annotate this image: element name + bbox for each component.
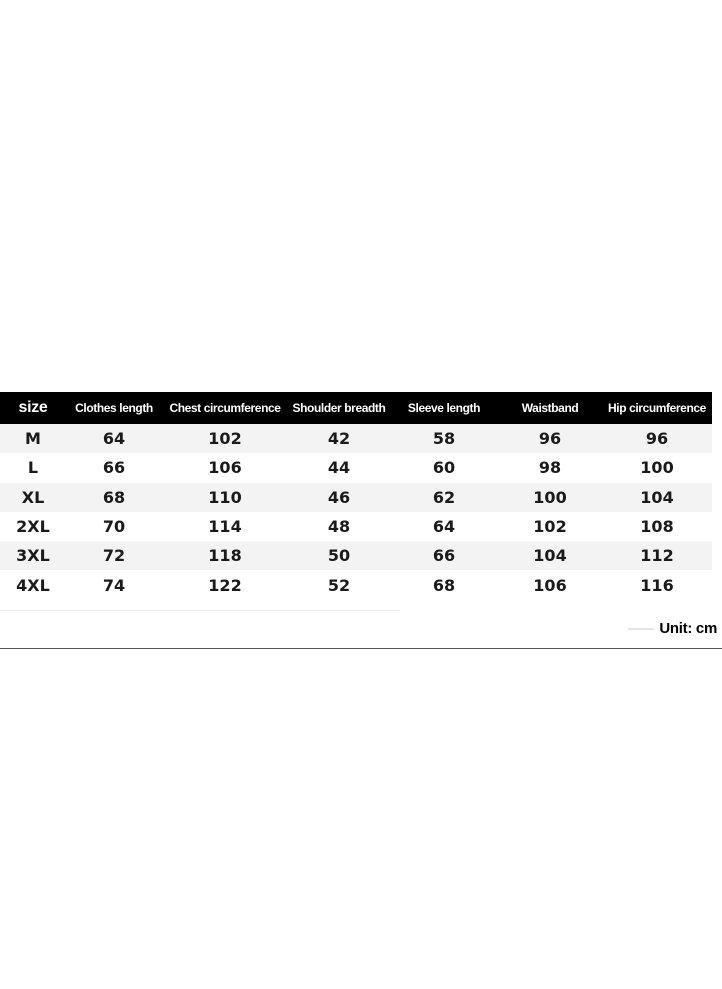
- clothes-length-cell: 68: [102, 487, 126, 507]
- chest-circumference-cell: 114: [208, 517, 242, 537]
- sleeve-length-cell: 64: [432, 517, 456, 537]
- unit-label: Unit: cm: [659, 620, 717, 637]
- clothes-length-cell: 70: [102, 517, 126, 537]
- hip-circumference-cell: 108: [640, 517, 674, 537]
- table-row: [0, 541, 712, 570]
- shoulder-breadth-cell: 44: [327, 458, 351, 478]
- table-bottom-rule: [0, 610, 400, 611]
- sleeve-length-cell: 68: [432, 575, 456, 595]
- waistband-cell: 96: [538, 429, 562, 449]
- waistband-cell: 104: [533, 546, 567, 566]
- table-row: [0, 512, 712, 541]
- header-waistband: Waistband: [521, 401, 579, 415]
- clothes-length-cell: 74: [102, 575, 126, 595]
- chest-circumference-cell: 106: [208, 458, 242, 478]
- clothes-length-cell: 72: [102, 546, 126, 566]
- sleeve-length-cell: 58: [432, 429, 456, 449]
- table-header-row: [0, 392, 712, 424]
- header-sleeve-length: Sleeve length: [407, 401, 481, 415]
- size-cell: XL: [21, 487, 45, 507]
- header-hip-circumference: Hip circumference: [608, 401, 706, 415]
- waistband-cell: 98: [538, 458, 562, 478]
- hip-circumference-cell: 104: [640, 487, 674, 507]
- header-shoulder-breadth: Shoulder breadth: [292, 401, 386, 415]
- size-cell: M: [25, 429, 41, 449]
- waistband-cell: 100: [533, 487, 567, 507]
- chest-circumference-cell: 118: [208, 546, 242, 566]
- chest-circumference-cell: 102: [208, 429, 242, 449]
- chest-circumference-cell: 122: [208, 575, 242, 595]
- table-row: [0, 453, 712, 482]
- sleeve-length-cell: 60: [432, 458, 456, 478]
- sleeve-length-cell: 62: [432, 487, 456, 507]
- sleeve-length-cell: 66: [432, 546, 456, 566]
- hip-circumference-cell: 116: [640, 575, 674, 595]
- shoulder-breadth-cell: 50: [327, 546, 351, 566]
- size-chart-table: [0, 392, 712, 600]
- divider-line: [0, 648, 722, 649]
- header-size: size: [18, 399, 48, 416]
- size-cell: 3XL: [16, 546, 50, 566]
- clothes-length-cell: 66: [102, 458, 126, 478]
- hip-circumference-cell: 96: [645, 429, 669, 449]
- hip-circumference-cell: 100: [640, 458, 674, 478]
- size-cell: L: [27, 458, 39, 478]
- shoulder-breadth-cell: 52: [327, 575, 351, 595]
- shoulder-breadth-cell: 46: [327, 487, 351, 507]
- size-cell: 2XL: [16, 517, 50, 537]
- header-chest-circumference: Chest circumference: [169, 401, 281, 415]
- table-row: [0, 424, 712, 453]
- header-clothes-length: Clothes length: [75, 401, 153, 415]
- table-row: [0, 570, 712, 599]
- table-row: [0, 483, 712, 512]
- shoulder-breadth-cell: 42: [327, 429, 351, 449]
- decorative-mark: [628, 628, 654, 630]
- chest-circumference-cell: 110: [208, 487, 242, 507]
- waistband-cell: 106: [533, 575, 567, 595]
- size-cell: 4XL: [16, 575, 50, 595]
- clothes-length-cell: 64: [102, 429, 126, 449]
- shoulder-breadth-cell: 48: [327, 517, 351, 537]
- hip-circumference-cell: 112: [640, 546, 674, 566]
- waistband-cell: 102: [533, 517, 567, 537]
